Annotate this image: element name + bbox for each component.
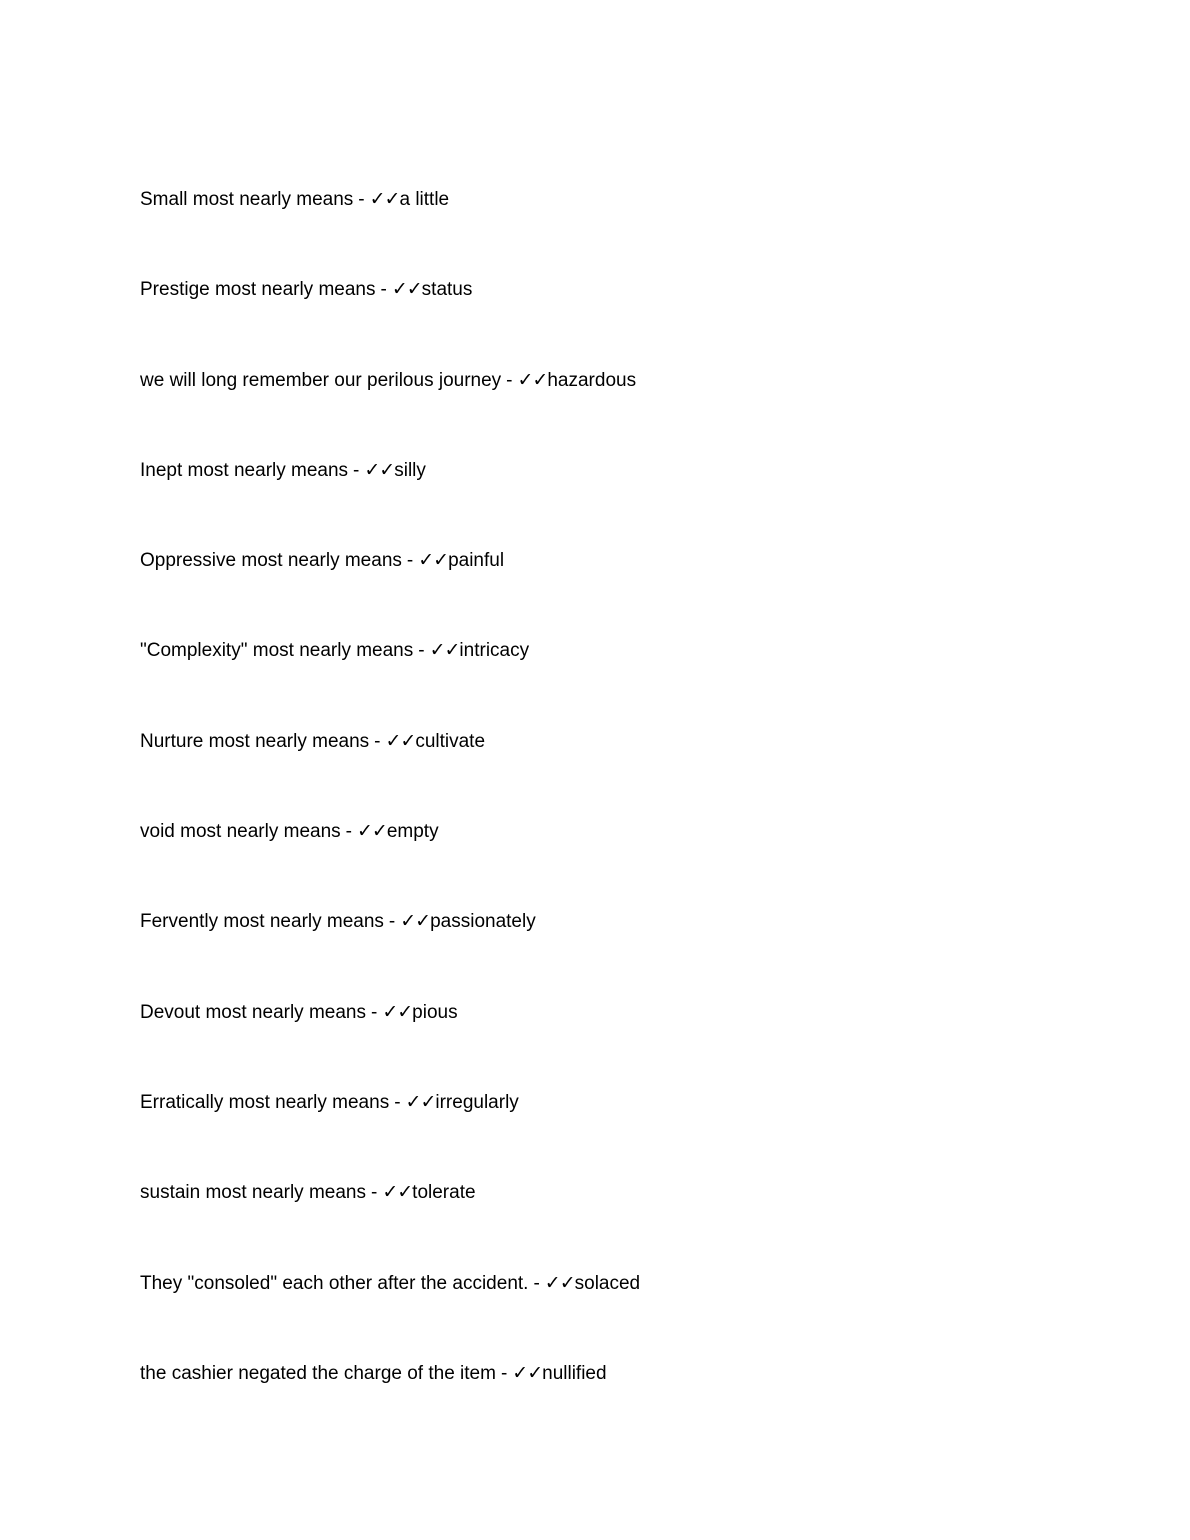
separator: - (345, 821, 352, 843)
answer-text: pious (412, 1001, 458, 1023)
answer-text: solaced (574, 1272, 641, 1294)
separator: - (394, 1091, 401, 1113)
answer-text: painful (448, 550, 505, 572)
question-text: we will long remember our perilous journey (140, 369, 502, 391)
list-item (140, 906, 640, 996)
separator: - (371, 1001, 378, 1023)
list-item (140, 816, 640, 906)
double-check-icon: ✓✓ (391, 278, 422, 301)
double-check-icon: ✓✓ (382, 1000, 413, 1023)
list-item (140, 1358, 640, 1448)
answer-text: intricacy (459, 640, 530, 662)
question-text: "Complexity" most nearly means (140, 640, 414, 662)
question-text: Small most nearly means (140, 189, 354, 210)
question-text: Nurture most nearly means (140, 730, 370, 752)
answer-text: passionately (430, 911, 536, 933)
separator: - (374, 730, 381, 752)
double-check-icon: ✓✓ (364, 458, 395, 481)
answer-text: nullified (542, 1362, 607, 1384)
separator: - (380, 279, 387, 301)
separator: - (500, 1362, 508, 1384)
question-text: Devout most nearly means (140, 1001, 366, 1023)
separator: - (371, 1182, 378, 1204)
question-text: Prestige most nearly means (140, 279, 376, 301)
answer-text: hazardous (547, 369, 637, 391)
double-check-icon: ✓✓ (429, 639, 460, 662)
separator: - (358, 189, 365, 210)
list-item (140, 1268, 640, 1358)
question-text: Fervently most nearly means (140, 911, 384, 933)
separator: - (388, 911, 396, 933)
list-item (140, 997, 640, 1087)
list-item (140, 274, 640, 364)
question-text: Oppressive most nearly means (140, 550, 402, 572)
question-text: Inept most nearly means (140, 459, 349, 481)
separator: - (533, 1272, 540, 1294)
double-check-icon: ✓✓ (544, 1271, 575, 1294)
answer-text: empty (386, 821, 439, 843)
answer-text: silly (394, 459, 426, 481)
question-text: Erratically most nearly means (140, 1091, 390, 1113)
question-text: void most nearly means (140, 821, 341, 843)
list-item (140, 1177, 640, 1267)
list-item (140, 184, 640, 274)
answer-text: tolerate (412, 1182, 476, 1204)
separator: - (418, 640, 425, 662)
answer-text: status (421, 279, 473, 301)
double-check-icon: ✓✓ (356, 820, 387, 843)
double-check-icon: ✓✓ (369, 188, 400, 210)
double-check-icon: ✓✓ (400, 910, 431, 933)
double-check-icon: ✓✓ (385, 729, 416, 752)
list-item (140, 455, 640, 545)
separator: - (406, 550, 414, 572)
double-check-icon: ✓✓ (512, 1361, 543, 1384)
separator: - (506, 369, 513, 391)
answer-text: cultivate (415, 730, 486, 752)
double-check-icon: ✓✓ (517, 368, 548, 391)
separator: - (353, 459, 360, 481)
list-item (140, 365, 640, 455)
list-item (140, 1087, 640, 1177)
double-check-icon: ✓✓ (405, 1090, 436, 1113)
answer-text: a little (399, 189, 450, 210)
question-text: sustain most nearly means (140, 1182, 366, 1204)
list-item (140, 635, 640, 725)
question-text: the cashier negated the charge of the item (140, 1362, 496, 1384)
list-item (140, 545, 640, 635)
double-check-icon: ✓✓ (382, 1181, 413, 1204)
list-item (140, 726, 640, 816)
question-text: They "consoled" each other after the accident. (140, 1272, 529, 1294)
answer-text: irregularly (435, 1091, 519, 1113)
vocabulary-list (140, 184, 640, 1448)
double-check-icon: ✓✓ (418, 549, 449, 572)
